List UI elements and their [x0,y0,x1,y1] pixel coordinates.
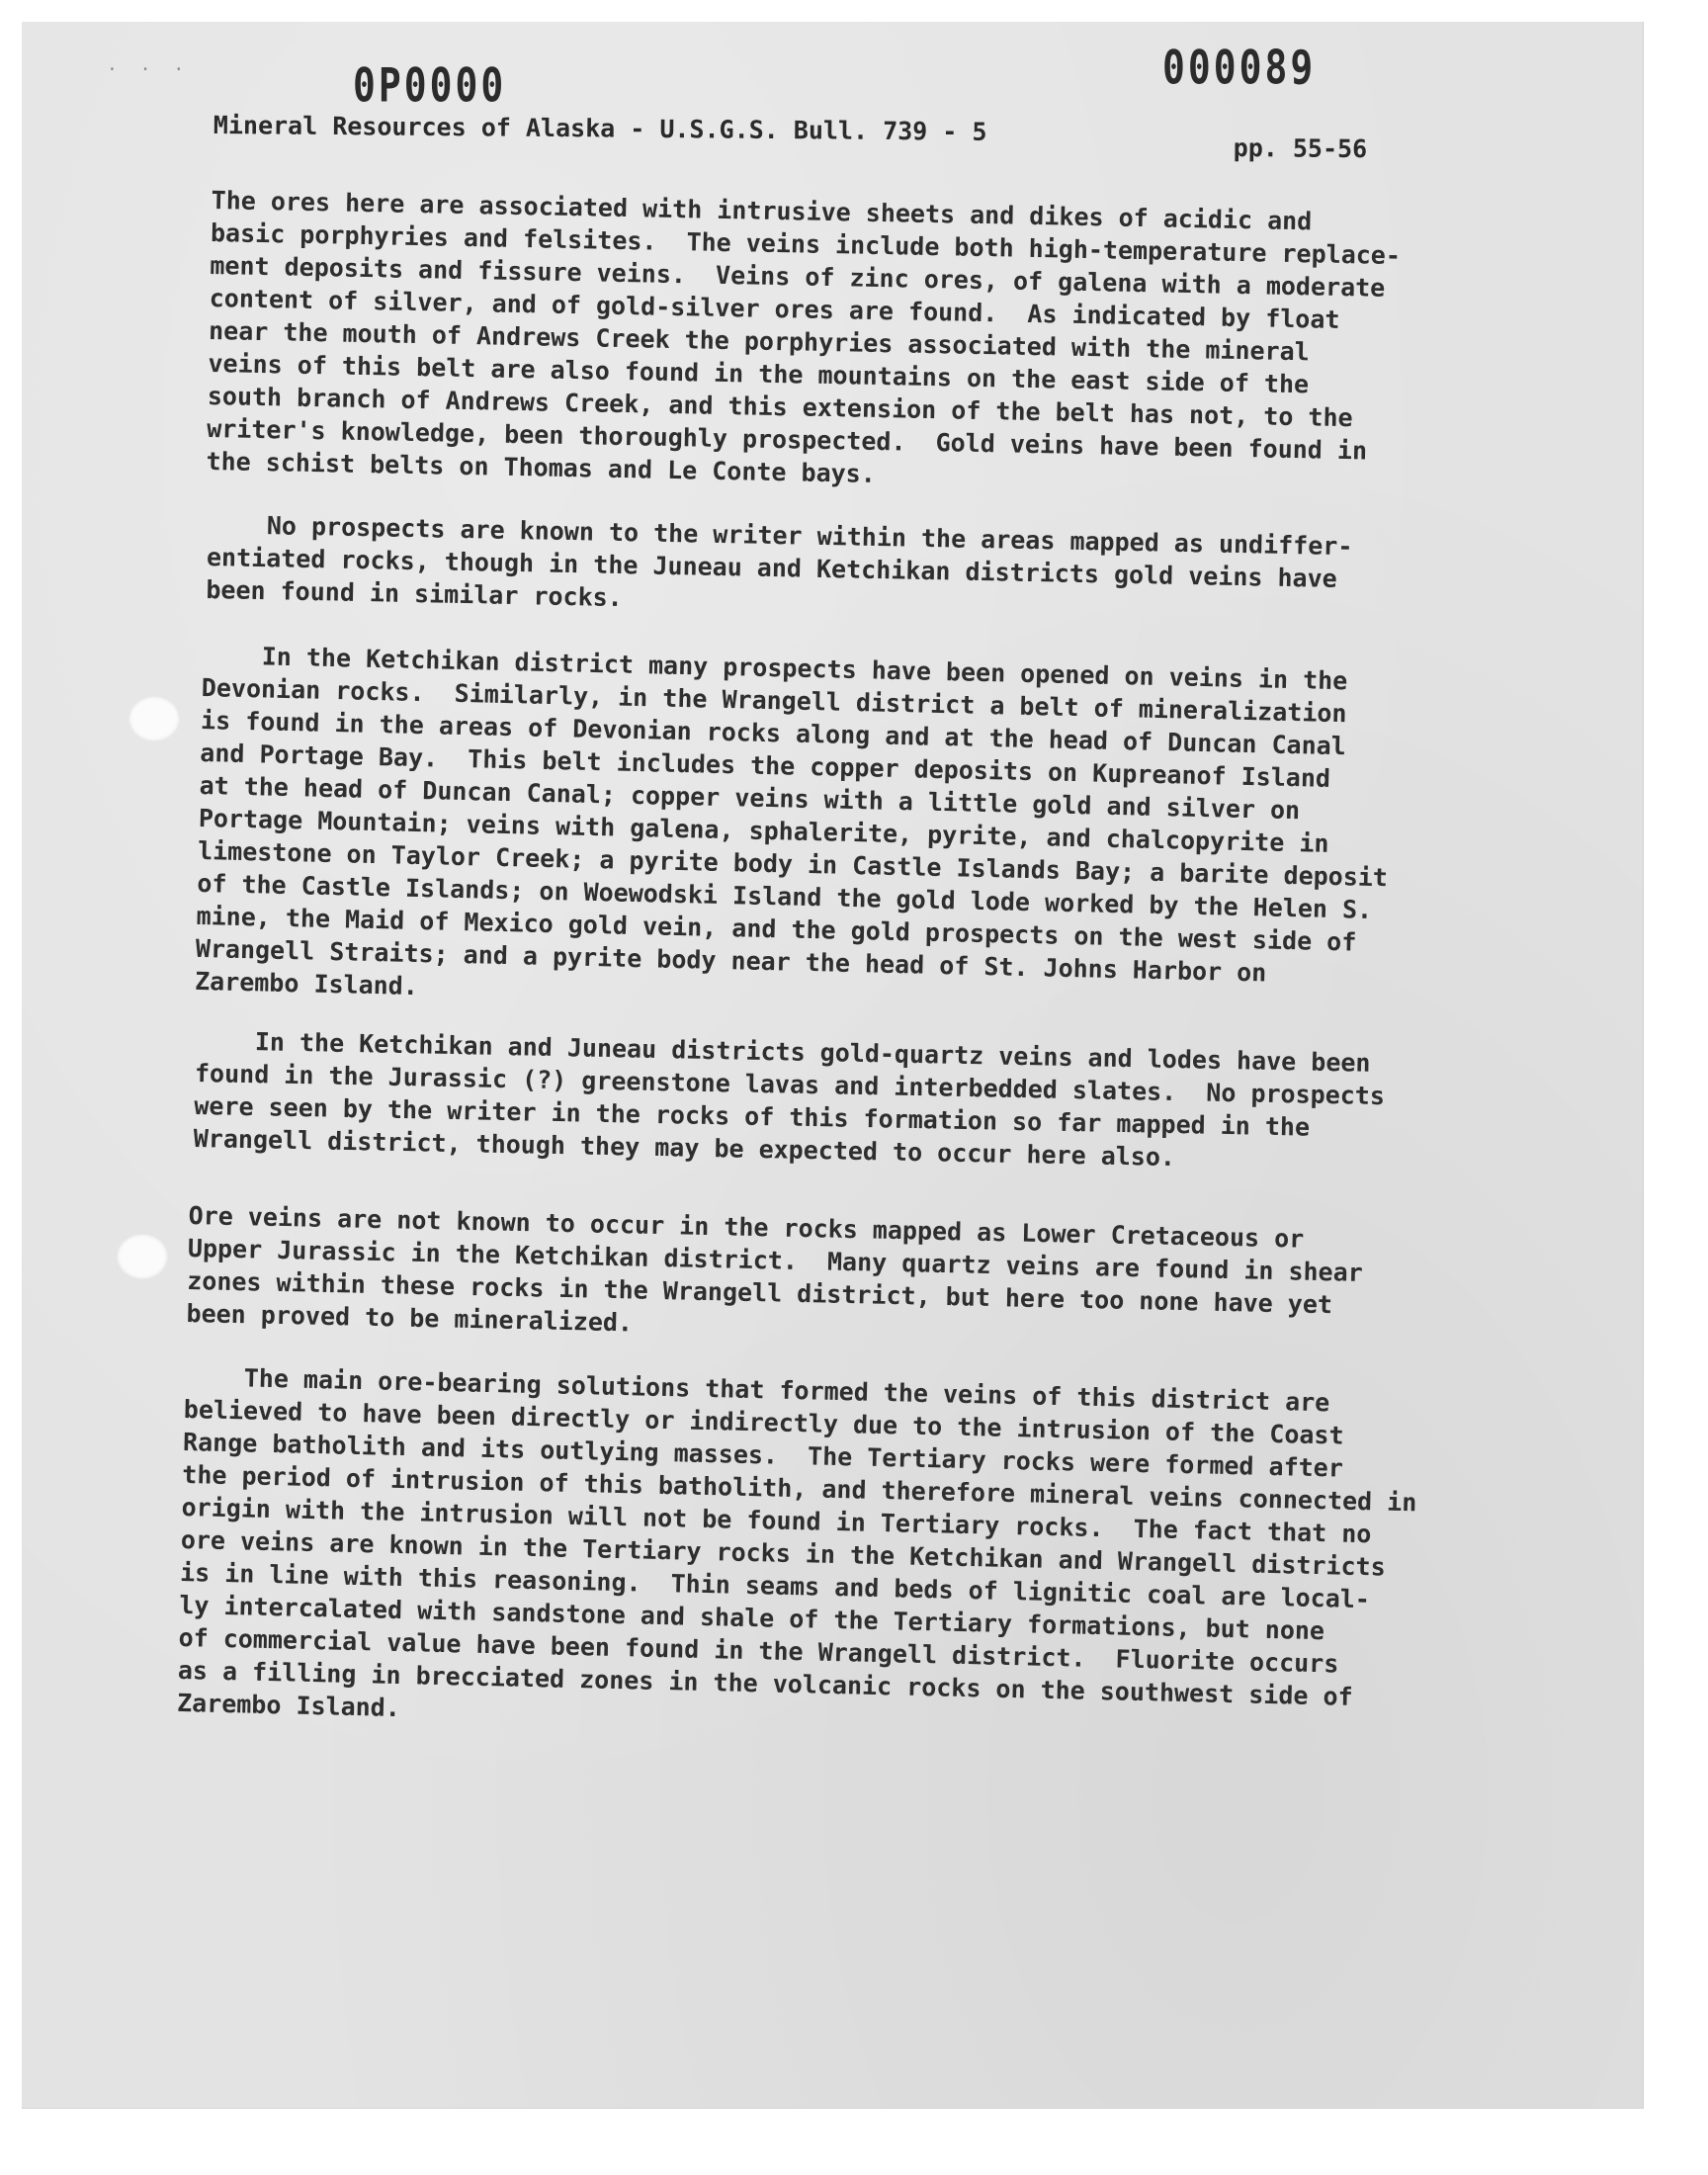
paragraph-cretaceous-rocks: Ore veins are not known to occur in the rocks mapped as Lower Cretaceous or Upper Jurassic in the Ketchikan district. Many quartz veins are found in shear zones within these rocks in the Wrangell district, but here too none have yet been proved to be mineralized. [186,1200,1364,1338]
paragraph-ore-bearing-solutions: The main ore-bearing solutions that formed the veins of this district are believed to have been directly or indirectly due to the intrusion of the Coast Range batholith and its outlying masses. The Tertiary rocks were formed after the period of intrusion of this batholith, and therefore mineral veins connected in origin with the intrusion will not be found in Tertiary rocks. The fact that no ore veins are known in the Tertiary rocks in the Ketchikan and Wrangell districts is in line with this reasoning. Thin seams and beds of lignitic coal are local- ly intercalated with sandstone and shale of the Tertiary formations, but none of commercial value have been found in the Wrangell district. Fluorite occurs as a filling in brecciated zones in the volcanic rocks on the southwest side of Zarembo Island. [176,1361,1417,1723]
paragraph-ore-associations: The ores here are associated with intrusive sheets and dikes of acidic and basic porphyries and felsites. The veins include both high-temperature replace- ment deposits and fissure veins. Veins of zinc ores, of galena with a moderate content of silver, and of gold-silver ores are found. As indicated by float near the mouth of Andrews Creek the porphyries associated with the mineral veins of this belt are also found in the mountains on the east side of the south branch of Andrews Creek, and this extension of the belt has not, to the writer's knowledge, been thoroughly prospected. Gold veins have been found in the schist belts on Thomas and Le Conte bays. [206,185,1402,488]
punch-hole-upper [128,696,180,741]
scan-specks-decoration: · · · [107,59,191,80]
paragraph-jurassic-greenstone: In the Ketchikan and Juneau districts gold-quartz veins and lodes have been found in the Jurassic (?) greenstone lavas and interbedded slates. No prospects were seen by the writer in the rocks of this formation so far mapped in the Wrangell district, though they may be expected to occur here also. [193,1025,1386,1173]
document-stamp-left: 0P0000 [353,57,507,113]
header-page-range: pp. 55-56 [1233,133,1368,164]
header-title: Mineral Resources of Alaska - U.S.G.S. Bull. 739 - 5 [213,111,987,146]
paragraph-undifferentiated-rocks: No prospects are known to the writer within the areas mapped as undiffer- entiated rocks, though in the Juneau and Ketchikan districts gold veins have been found in similar rocks. [206,509,1353,613]
paragraph-devonian-rocks: In the Ketchikan district many prospects have been opened on veins in the Devonian rocks. Similarly, in the Wrangell district a belt of mineralization is found in the areas of Devonian rocks along and at the head of Duncan Canal and Portage Bay. This belt includes the copper deposits on Kupreanof Island at the head of Duncan Canal; copper veins with a little gold and silver on Portage Mountain; veins with galena, sphalerite, pyrite, and chalcopyrite in limestone on Taylor Creek; a pyrite body in Castle Islands Bay; a barite deposit of the Castle Islands; on Woewodski Island the gold lode worked by the Helen S. mine, the Maid of Mexico gold vein, and the gold prospects on the west side of Wrangell Straits; and a pyrite body near the head of St. Johns Harbor on Zarembo Island. [194,640,1389,1001]
punch-hole-lower [117,1234,168,1279]
document-stamp-right: 000089 [1162,40,1317,95]
